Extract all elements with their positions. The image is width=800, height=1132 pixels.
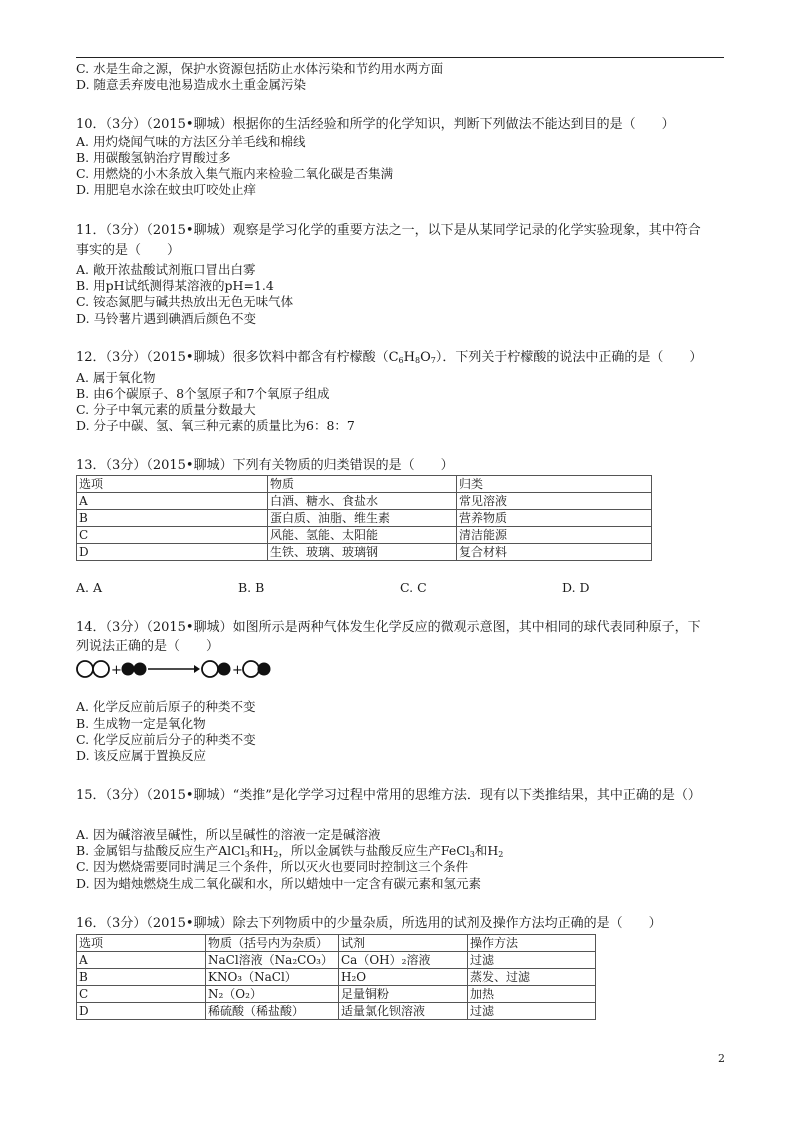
table-header-cell: 操作方法 <box>468 935 596 952</box>
table-cell: 生铁、玻璃、玻璃钢 <box>268 544 457 561</box>
table-cell: H₂O <box>339 969 468 986</box>
table-cell: 清洁能源 <box>457 527 652 544</box>
table-cell: NaCl溶液（Na₂CO₃） <box>206 952 339 969</box>
table-cell: 营养物质 <box>457 510 652 527</box>
q14-option-d: D. 该反应属于置换反应 <box>76 748 207 763</box>
prev-option-d: D. 随意丢弃废电池易造成水土重金属污染 <box>76 77 307 92</box>
arrow-head-icon <box>194 665 200 673</box>
white-atom-icon <box>202 661 218 677</box>
q12-stem: 12．（3分）（2015•聊城）很多饮料中都含有柠檬酸$(C_6H_8O_7)$．下列关于柠檬酸的说法中正确的是（ ） <box>76 350 703 365</box>
q13-choice-d: D. D <box>562 580 590 595</box>
reaction-diagram <box>76 658 272 680</box>
q15-option-a: A. 因为碱溶液呈碱性，所以呈碱性的溶液一定是碱溶液 <box>76 827 381 842</box>
q15-option-b: B. 金属铝与盐酸反应生产AlCl$_3$和$H_2$，所以金属铁与盐酸反应生产FeCl$_3$和$H_2$ <box>76 843 504 859</box>
q14-option-a: A. 化学反应前后原子的种类不变 <box>76 699 256 714</box>
page-number: 2 <box>718 1052 725 1065</box>
table-row <box>77 986 596 1003</box>
q12-option-a: A. 属于氧化物 <box>76 370 156 385</box>
prev-option-c: C. 水是生命之源，保护水资源包括防止水体污染和节约用水两方面 <box>76 61 444 76</box>
table-cell: 适量氯化钡溶液 <box>339 1003 468 1020</box>
table-cell: 蛋白质、油脂、维生素 <box>268 510 457 527</box>
table-cell: 过滤 <box>468 1003 596 1020</box>
table-row <box>77 952 596 969</box>
table-row <box>77 1003 596 1020</box>
black-atom-icon <box>122 663 135 676</box>
plus-sign: + <box>111 663 122 678</box>
table-cell: A <box>77 952 206 969</box>
table-row <box>77 544 652 561</box>
black-atom-icon <box>258 663 271 676</box>
table-cell: Ca（OH）₂溶液 <box>339 952 468 969</box>
q11-option-b: B. 用pH试纸测得某溶液的pH=1.4 <box>76 278 274 293</box>
q13-stem: 13．（3分）（2015•聊城）下列有关物质的归类错误的是（ ） <box>76 458 454 473</box>
q13-choice-c: C. C <box>400 580 427 595</box>
table-row <box>77 493 652 510</box>
table-header-cell: 物质（括号内为杂质） <box>206 935 339 952</box>
table-row <box>77 527 652 544</box>
q10-option-b: B. 用碳酸氢钠治疗胃酸过多 <box>76 150 231 165</box>
table-header-cell: 选项 <box>77 476 268 493</box>
black-atom-icon <box>134 663 147 676</box>
table-cell: KNO₃（NaCl） <box>206 969 339 986</box>
q12-option-c: C. 分子中氧元素的质量分数最大 <box>76 402 256 417</box>
q11-stem-line2: 事实的是（ ） <box>76 243 181 258</box>
q11-option-d: D. 马铃薯片遇到碘酒后颜色不变 <box>76 311 257 326</box>
citric-acid-formula: $C_6H_8O_7$ <box>388 350 436 365</box>
black-atom-icon <box>218 663 231 676</box>
q14-stem-line2: 列说法正确的是（ ） <box>76 639 220 654</box>
header-rule <box>76 57 724 58</box>
q10-option-a: A. 用灼烧闻气味的方法区分羊毛线和棉线 <box>76 134 306 149</box>
white-atom-icon <box>93 661 109 677</box>
table-cell: C <box>77 527 268 544</box>
q13-choice-b: B. B <box>238 580 265 595</box>
q13-table <box>76 475 652 561</box>
table-cell: 蒸发、过滤 <box>468 969 596 986</box>
table-cell: B <box>77 510 268 527</box>
table-header-cell: 归类 <box>457 476 652 493</box>
q14-option-c: C. 化学反应前后分子的种类不变 <box>76 732 256 747</box>
table-row <box>77 969 596 986</box>
table-cell: 足量铜粉 <box>339 986 468 1003</box>
q12-option-d: D. 分子中碳、氢、氧三种元素的质量比为6：8：7 <box>76 418 355 433</box>
table-cell: 风能、氢能、太阳能 <box>268 527 457 544</box>
table-cell: A <box>77 493 268 510</box>
q12-option-b: B. 由6个碳原子、8个氢原子和7个氧原子组成 <box>76 386 330 401</box>
table-header-cell: 物质 <box>268 476 457 493</box>
table-header-cell: 选项 <box>77 935 206 952</box>
table-cell: D <box>77 1003 206 1020</box>
table-cell: B <box>77 969 206 986</box>
q10-stem: 10．（3分）（2015•聊城）根据你的生活经验和所学的化学知识，判断下列做法不能达到目的是（ ） <box>76 117 675 132</box>
table-cell: N₂（O₂） <box>206 986 339 1003</box>
q15-option-d: D. 因为蜡烛燃烧生成二氧化碳和水，所以蜡烛中一定含有碳元素和氢元素 <box>76 876 482 891</box>
table-cell: D <box>77 544 268 561</box>
white-atom-icon <box>243 661 259 677</box>
table-header-cell: 试剂 <box>339 935 468 952</box>
q15-stem: 15．（3分）（2015•聊城）“类推”是化学学习过程中常用的思维方法．现有以下类推结果，其中正确的是（） <box>76 788 701 803</box>
table-cell: 稀硫酸（稀盐酸） <box>206 1003 339 1020</box>
table-header-row <box>77 935 596 952</box>
q11-stem-line1: 11．（3分）（2015•聊城）观察是学习化学的重要方法之一，以下是从某同学记录的化学实验现象，其中符合 <box>76 223 701 238</box>
q15-option-c: C. 因为燃烧需要同时满足三个条件，所以灭火也要同时控制这三个条件 <box>76 859 469 874</box>
table-cell: 白酒、糖水、食盐水 <box>268 493 457 510</box>
q10-option-d: D. 用肥皂水涂在蚊虫叮咬处止痒 <box>76 182 257 197</box>
table-cell: 过滤 <box>468 952 596 969</box>
table-cell: 常见溶液 <box>457 493 652 510</box>
q11-option-a: A. 敞开浓盐酸试剂瓶口冒出白雾 <box>76 262 256 277</box>
table-row <box>77 510 652 527</box>
plus-sign: + <box>232 663 243 678</box>
q14-stem-line1: 14．（3分）（2015•聊城）如图所示是两种气体发生化学反应的微观示意图，其中相同的球代表同种原子，下 <box>76 620 701 635</box>
q16-stem: 16．（3分）（2015•聊城）除去下列物质中的少量杂质，所选用的试剂及操作方法均正确的是（ ） <box>76 916 662 931</box>
q13-choice-a: A. A <box>76 580 103 595</box>
table-cell: 复合材料 <box>457 544 652 561</box>
q11-option-c: C. 铵态氮肥与碱共热放出无色无味气体 <box>76 294 294 309</box>
q14-option-b: B. 生成物一定是氧化物 <box>76 716 206 731</box>
q16-table <box>76 934 596 1020</box>
table-cell: C <box>77 986 206 1003</box>
table-header-row <box>77 476 652 493</box>
table-cell: 加热 <box>468 986 596 1003</box>
white-atom-icon <box>77 661 93 677</box>
q10-option-c: C. 用燃烧的小木条放入集气瓶内来检验二氧化碳是否集满 <box>76 166 394 181</box>
